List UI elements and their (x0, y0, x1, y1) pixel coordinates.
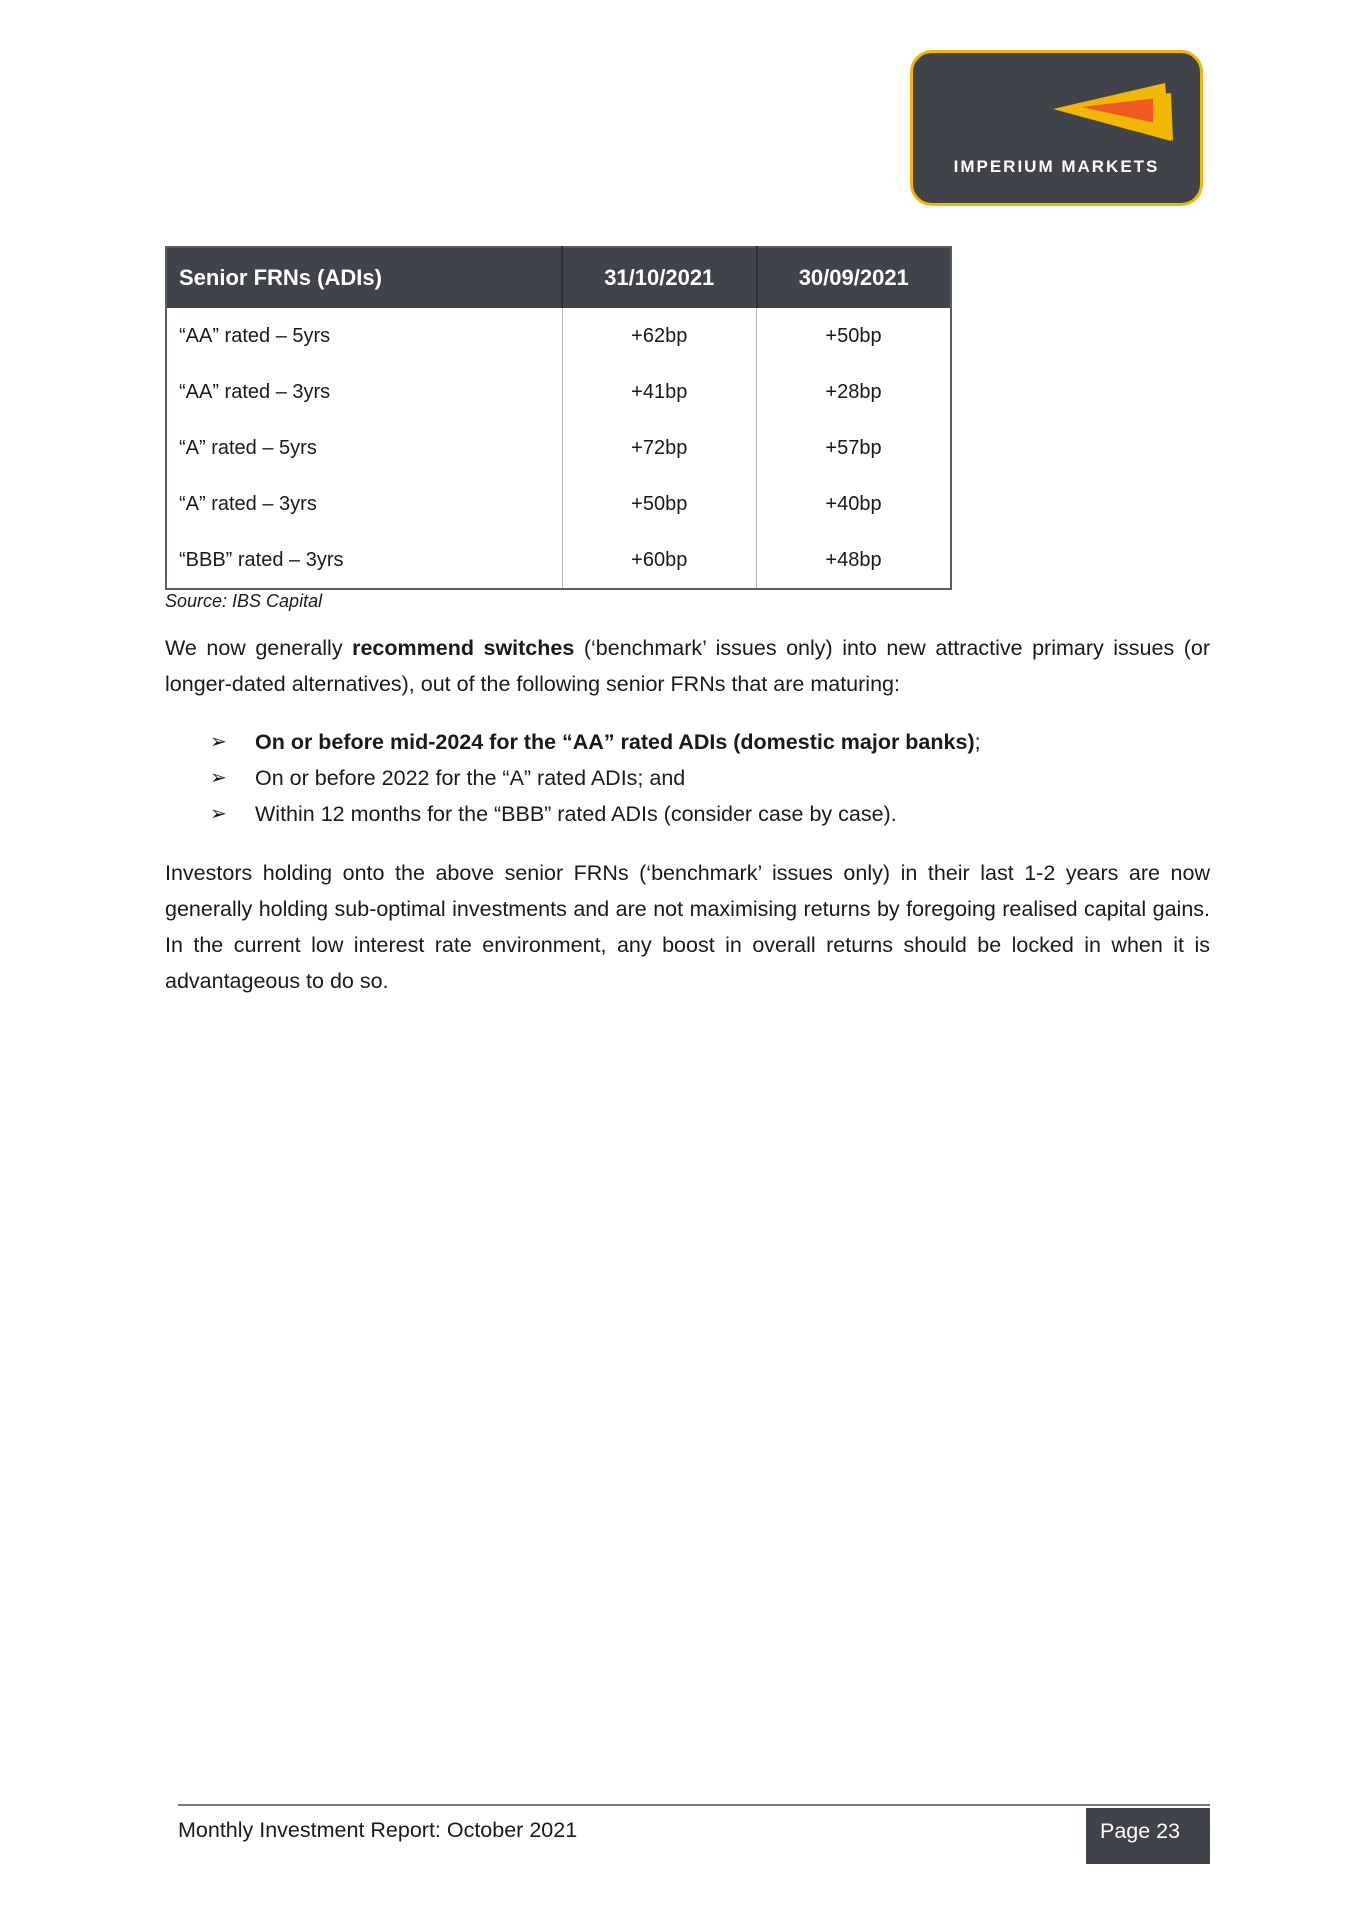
table-cell: +28bp (757, 364, 952, 420)
page-number: Page 23 (1086, 1808, 1210, 1864)
header-cell: 31/10/2021 (562, 247, 757, 308)
table-cell: +50bp (562, 476, 757, 532)
table-cell: “A” rated – 5yrs (179, 436, 317, 459)
table-row (166, 420, 951, 476)
list-item-text: On or before 2022 for the “A” rated ADIs; and (255, 766, 686, 790)
list-item-bold: On or before mid-2024 for the “AA” rated ADIs (domestic major banks) (255, 730, 975, 754)
footer-divider (178, 1804, 1210, 1806)
list-item (210, 796, 1210, 832)
table-cell: “AA” rated – 3yrs (179, 380, 331, 403)
recommendation-paragraph (165, 630, 1210, 702)
table-cell: +40bp (757, 476, 952, 532)
imperium-markets-logo (910, 50, 1203, 206)
table-cell: “A” rated – 3yrs (179, 492, 317, 515)
table-cell: +60bp (562, 532, 757, 589)
investors-paragraph: Investors holding onto the above senior FRNs (‘benchmark’ issues only) in their last 1-2 years are now generally holding sub-optimal investments and are not maximising returns by foregoing realised capital gains. In the current low interest rate environment, any boost in overall returns should be locked in when it is advantageous to do so. (165, 861, 1210, 993)
footer-report-title: Monthly Investment Report: October 2021 (178, 1818, 578, 1842)
arrow-bullet-icon: ➢ (210, 767, 227, 789)
recommendation-list (210, 724, 1210, 832)
senior-frn-table (165, 246, 952, 590)
header-cell: Senior FRNs (ADIs) (166, 247, 562, 308)
table-cell: +57bp (757, 420, 952, 476)
header-cell: 30/09/2021 (757, 247, 952, 308)
table-cell: +72bp (562, 420, 757, 476)
paragraph-rest: (‘benchmark’ issues only) into new attractive primary issues (or longer-dated alternatives), out of the following senior FRNs that are maturing: (165, 636, 1211, 696)
list-item (210, 760, 1210, 796)
table-row (166, 308, 951, 364)
table-cell: +50bp (757, 308, 952, 364)
table-cell: “BBB” rated – 3yrs (179, 548, 344, 571)
table-source-note: Source: IBS Capital (165, 591, 323, 611)
logo-text: IMPERIUM MARKETS (953, 157, 1160, 176)
logo-arrow-icon (1053, 75, 1183, 155)
table-header-row (166, 247, 951, 308)
table-cell: +62bp (562, 308, 757, 364)
table-row (166, 364, 951, 420)
arrow-bullet-icon: ➢ (210, 731, 227, 753)
list-item-text: Within 12 months for the “BBB” rated ADIs (consider case by case). (255, 802, 897, 826)
table-cell: +48bp (757, 532, 952, 589)
table-cell: +41bp (562, 364, 757, 420)
table-row (166, 476, 951, 532)
list-item (210, 724, 1210, 760)
table-row (166, 532, 951, 589)
table-cell: “AA” rated – 5yrs (179, 324, 331, 347)
list-item-text: ; (974, 730, 981, 754)
paragraph-lead: We now generally (165, 636, 353, 660)
arrow-bullet-icon: ➢ (210, 803, 227, 825)
paragraph-emphasis: recommend switches (352, 636, 575, 660)
